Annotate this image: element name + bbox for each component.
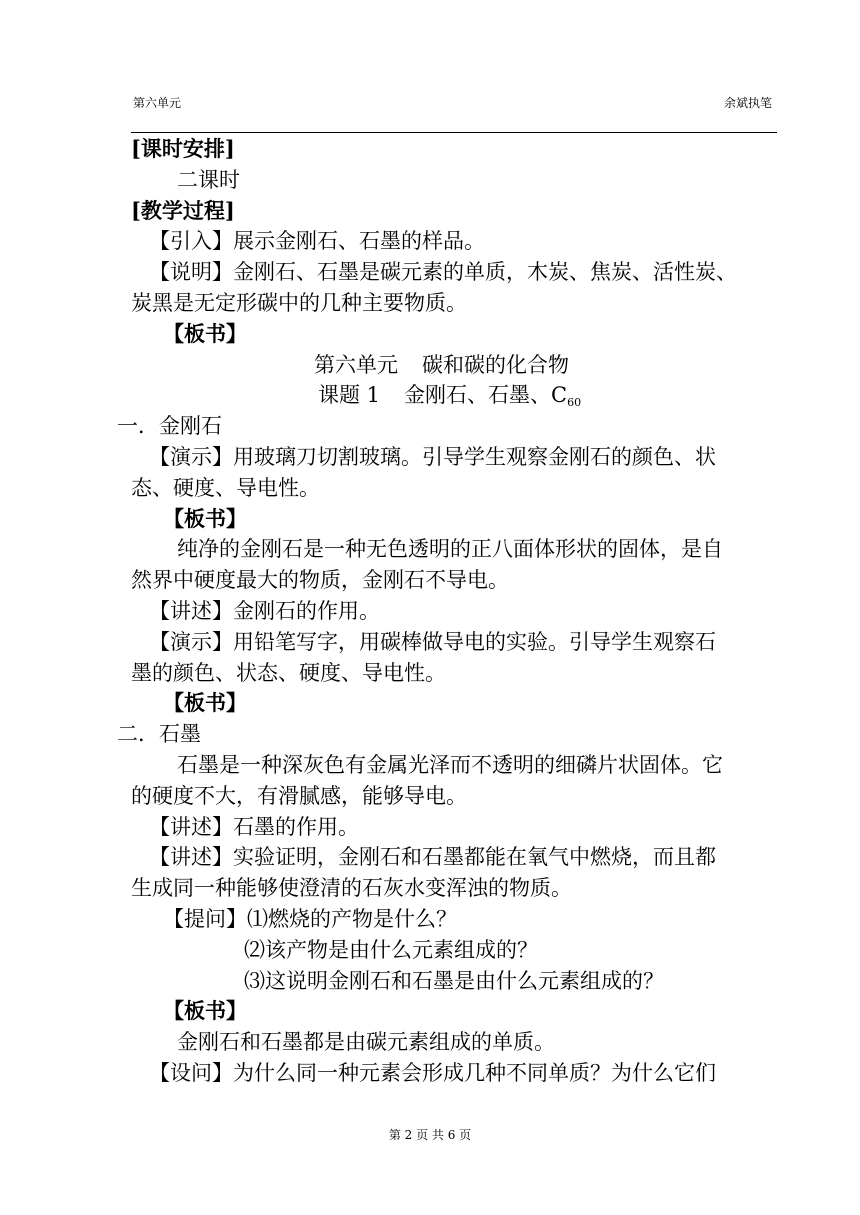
- heading-diamond: 一．金刚石: [117, 414, 222, 439]
- lesson-title: [131, 380, 777, 411]
- lesson-name: 金刚石、石墨、C: [404, 383, 568, 408]
- section-heading-schedule: [课时安排]: [131, 136, 235, 161]
- narrate-diamond-use: 【讲述】金刚石的作用。: [149, 598, 380, 623]
- unit-name: 碳和碳的化合物: [422, 352, 569, 377]
- demo-line-2: 态、硬度、导电性。: [131, 475, 320, 500]
- narrate-graphite-use: 【讲述】石墨的作用。: [149, 814, 359, 839]
- page-body: [117, 134, 777, 1089]
- graphite-text-2: 的硬度不大，有滑腻感，能够导电。: [131, 783, 467, 808]
- explain-line-2: 炭黑是无定形碳中的几种主要物质。: [131, 290, 467, 315]
- board-label: 【板书】: [163, 998, 247, 1024]
- board-label: 【板书】: [163, 505, 247, 531]
- conclusion-text: 金刚石和石墨都是由碳元素组成的单质。: [177, 1030, 555, 1055]
- demo-line-1: 【演示】用玻璃刀切割玻璃。引导学生观察金刚石的颜色、状: [149, 444, 716, 469]
- board-label: 【板书】: [163, 690, 247, 716]
- demo-graphite-2: 墨的颜色、状态、硬度、导电性。: [131, 660, 446, 685]
- header-left: 第六单元: [133, 96, 182, 110]
- intro-line: 【引入】展示金刚石、石墨的样品。: [149, 229, 485, 254]
- lesson-number: 课题 1: [318, 383, 381, 408]
- heading-graphite: 二．石墨: [117, 722, 201, 747]
- diamond-text-1: 纯净的金刚石是一种无色透明的正八面体形状的固体，是自: [177, 537, 723, 562]
- demo-graphite-1: 【演示】用铅笔写字，用碳棒做导电的实验。引导学生观察石: [149, 629, 716, 654]
- graphite-text-1: 石墨是一种深灰色有金属光泽而不透明的细磷片状固体。它: [177, 752, 723, 777]
- set-question-line: 【设问】为什么同一种元素会形成几种不同单质？为什么它们: [149, 1060, 716, 1085]
- question-3: ⑶这说明金刚石和石墨是由什么元素组成的？: [244, 968, 664, 993]
- header-rule: [131, 132, 777, 133]
- narrate-experiment-2: 生成同一种能够使澄清的石灰水变浑浊的物质。: [131, 876, 572, 901]
- question-2: ⑵该产物是由什么元素组成的？: [244, 937, 538, 962]
- question-1: 【提问】⑴燃烧的产物是什么？: [163, 906, 457, 931]
- unit-title: [131, 350, 777, 381]
- board-label: 【板书】: [163, 320, 247, 346]
- schedule-text: 二课时: [177, 167, 240, 192]
- unit-number: 第六单元: [314, 352, 398, 377]
- explain-line-1: 【说明】金刚石、石墨是碳元素的单质，木炭、焦炭、活性炭、: [149, 260, 737, 285]
- diamond-text-2: 然界中硬度最大的物质，金刚石不导电。: [131, 568, 509, 593]
- c60-subscript: 60: [567, 396, 582, 410]
- page-footer: 第 2 页 共 6 页: [388, 1128, 472, 1142]
- narrate-experiment-1: 【讲述】实验证明，金刚石和石墨都能在氧气中燃烧，而且都: [149, 845, 716, 870]
- section-heading-process: [教学过程]: [131, 197, 235, 223]
- header-right: 余斌执笔: [723, 96, 772, 110]
